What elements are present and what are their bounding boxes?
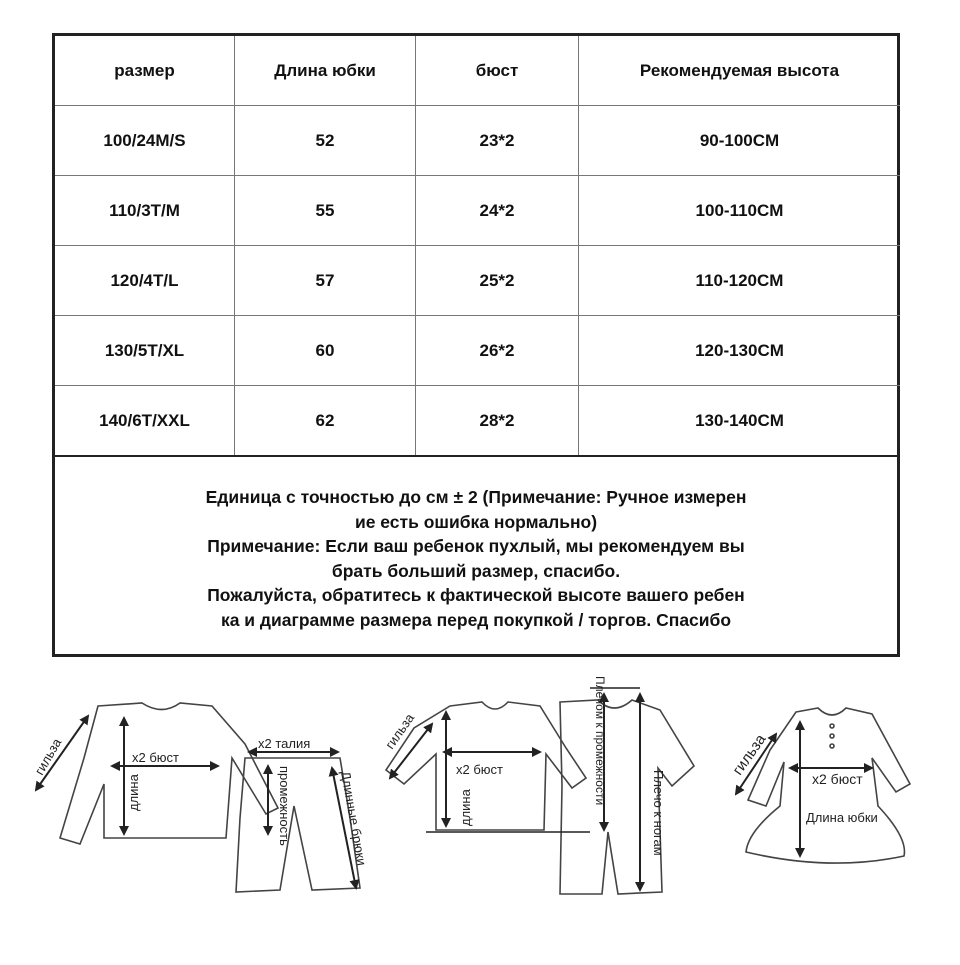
cell-bust: 25*2 bbox=[416, 246, 579, 316]
note-line: Единица с точностью до см ± 2 (Примечание: Ручное измерен bbox=[205, 487, 747, 507]
note-line: ка и диаграмме размера перед покупкой / торгов. Спасибо bbox=[220, 609, 732, 630]
cell-bust: 26*2 bbox=[416, 316, 579, 386]
table-row bbox=[55, 316, 900, 386]
cell-size: 100/24M/S bbox=[55, 106, 235, 176]
dress-button bbox=[830, 744, 834, 748]
set-diagram bbox=[60, 703, 360, 892]
cell-skirt-length: 55 bbox=[235, 176, 416, 246]
header-skirt-length: Длина юбки bbox=[235, 36, 416, 106]
header-recommended-height: Рекомендуемая высота bbox=[579, 36, 901, 106]
header-bust: бюст bbox=[416, 36, 579, 106]
measurement-diagrams bbox=[0, 666, 960, 960]
romper-measure-labels bbox=[382, 676, 666, 856]
dress-measure-labels bbox=[729, 731, 877, 825]
measurement-diagrams-svg bbox=[0, 666, 960, 960]
measurement-notes bbox=[55, 456, 897, 632]
cell-size: 140/6T/XXL bbox=[55, 386, 235, 457]
note-line: Пожалуйста, обратитесь к фактической высоте вашего ребен bbox=[207, 585, 745, 605]
note-line: ие есть ошибка нормально) bbox=[354, 511, 598, 532]
set-pants-length-label: Длинные брюки bbox=[338, 769, 370, 867]
dress-skirt-length-label: Длина юбки bbox=[806, 810, 878, 825]
set-measure-labels bbox=[32, 735, 370, 867]
cell-skirt-length: 52 bbox=[235, 106, 416, 176]
dress-bust-label: x2 бюст bbox=[812, 771, 863, 787]
cell-skirt-length: 62 bbox=[235, 386, 416, 457]
table-row bbox=[55, 386, 900, 457]
cell-height: 130-140CM bbox=[579, 386, 901, 457]
cell-height: 110-120CM bbox=[579, 246, 901, 316]
cell-bust: 23*2 bbox=[416, 106, 579, 176]
cell-height: 120-130CM bbox=[579, 316, 901, 386]
cell-skirt-length: 57 bbox=[235, 246, 416, 316]
cell-height: 90-100CM bbox=[579, 106, 901, 176]
romper-body-outline bbox=[560, 700, 694, 894]
set-crotch-label: промежность bbox=[277, 766, 292, 846]
set-bust-label: x2 бюст bbox=[132, 750, 179, 765]
romper-diagram bbox=[386, 700, 694, 894]
romper-bust-label: x2 бюст bbox=[456, 762, 503, 777]
size-chart-sheet bbox=[52, 33, 900, 657]
romper-sleeve-label: гильза bbox=[382, 710, 418, 752]
table-row bbox=[55, 176, 900, 246]
cell-size: 110/3T/M bbox=[55, 176, 235, 246]
table-row bbox=[55, 106, 900, 176]
shirt-outline bbox=[60, 703, 278, 844]
table-header-row bbox=[55, 36, 900, 106]
cell-size: 120/4T/L bbox=[55, 246, 235, 316]
romper-length-label: длина bbox=[458, 789, 473, 826]
set-waist-label: x2 талия bbox=[258, 736, 311, 751]
dress-button bbox=[830, 734, 834, 738]
cell-height: 100-110CM bbox=[579, 176, 901, 246]
note-line: брать больший размер, спасибо. bbox=[331, 560, 621, 581]
note-line: Примечание: Если ваш ребенок пухлый, мы рекомендуем вы bbox=[207, 536, 745, 556]
cell-size: 130/5T/XL bbox=[55, 316, 235, 386]
header-size: размер bbox=[55, 36, 235, 106]
table-row bbox=[55, 246, 900, 316]
size-table bbox=[55, 36, 900, 457]
cell-skirt-length: 60 bbox=[235, 316, 416, 386]
dress-sleeve-label: гильза bbox=[729, 731, 770, 779]
romper-shoulder-feet-label: Плечо к ногам bbox=[651, 770, 666, 856]
cell-bust: 24*2 bbox=[416, 176, 579, 246]
set-length-label: длина bbox=[126, 774, 141, 811]
romper-shoulder-crotch-label: Плечом к промежности bbox=[593, 676, 607, 806]
dress-button bbox=[830, 724, 834, 728]
cell-bust: 28*2 bbox=[416, 386, 579, 457]
set-sleeve-label: гильза bbox=[31, 735, 65, 778]
